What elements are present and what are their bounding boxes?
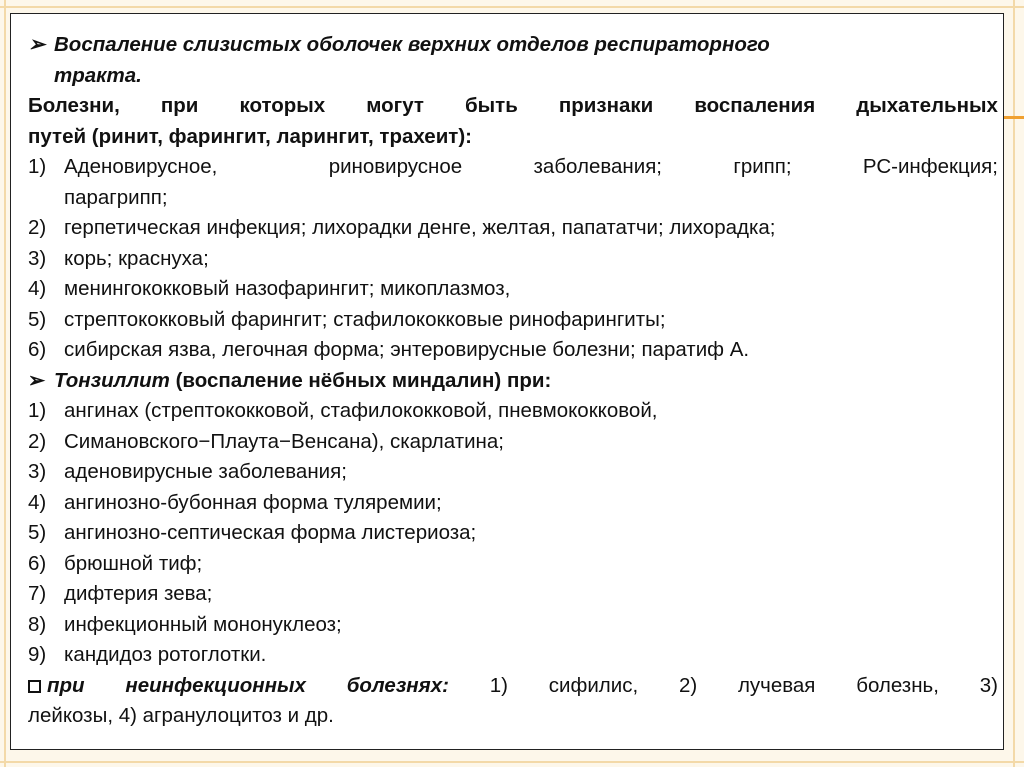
list-item: 5) стрептококковый фарингит; стафилококковые ринофарингиты; — [28, 307, 666, 331]
list-item: 4) ангинозно-бубонная форма туляремии; — [28, 490, 442, 514]
list-item: 7) дифтерия зева; — [28, 582, 213, 605]
list-item-cont: парагрипп; — [64, 185, 168, 209]
list-item: 8) инфекционный мононуклеоз; — [28, 612, 342, 636]
section-title-mucosa: ➢ Воспаление слизистых оболочек верхних отделов респираторного — [28, 30, 998, 61]
list-item: 4) менингококковый назофарингит; микоплазмоз, — [28, 277, 511, 300]
list-item: 9) кандидоз ротоглотки. — [28, 643, 267, 666]
list-item: 3) корь; краснуха; — [28, 246, 209, 270]
section-title-tonsillitis: ➢ Тонзиллит (воспаление нёбных миндалин) при: — [28, 366, 998, 397]
intro-line-2: путей (ринит, фарингит, ларингит, трахеит): — [28, 124, 472, 148]
non-infectious-heading: при — [28, 671, 85, 702]
list-item: 1) ангинах (стрептококковой, стафилококковой, пневмококковой, — [28, 399, 658, 422]
intro-line-1: Болезни, при которых могут быть признаки воспаления дыхательных — [28, 94, 998, 117]
list-item: 2) герпетическая инфекция; лихорадки денге, желтая, папататчи; лихорадка; — [28, 216, 776, 239]
frame-line-left — [4, 0, 6, 767]
arrow-bullet-icon: ➢ — [28, 368, 46, 392]
list-item: 1) Аденовирусное, риновирусное заболевания; грипп; РС-инфекция; — [28, 152, 998, 183]
section-title-mucosa-cont: тракта. — [54, 63, 142, 87]
list-item: 3) аденовирусные заболевания; — [28, 460, 347, 483]
accent-mark — [1003, 116, 1024, 119]
section-non-infectious-cont: лейкозы, 4) агранулоцитоз и др. — [28, 704, 334, 727]
list-item-text: Аденовирусное, риновирусное заболевания; грипп; РС-инфекция; — [64, 155, 998, 178]
frame-line-bottom — [0, 761, 1024, 763]
frame-line-top — [0, 6, 1024, 8]
section-non-infectious: при неинфекционных болезнях: 1) сифилис, 2) лучевая болезнь, 3) — [28, 671, 998, 702]
list-item: 6) сибирская язва, легочная форма; энтеровирусные болезни; паратиф А. — [28, 338, 750, 361]
slide-content — [28, 30, 998, 732]
arrow-bullet-icon: ➢ — [28, 33, 46, 56]
list-item: 5) ангинозно-септическая форма листериоза; — [28, 521, 477, 544]
list-item: 2) Симановского−Плаута−Венсана), скарлатина; — [28, 429, 504, 453]
checkbox-bullet-icon — [28, 680, 41, 693]
list-item: 6) брюшной тиф; — [28, 551, 203, 575]
